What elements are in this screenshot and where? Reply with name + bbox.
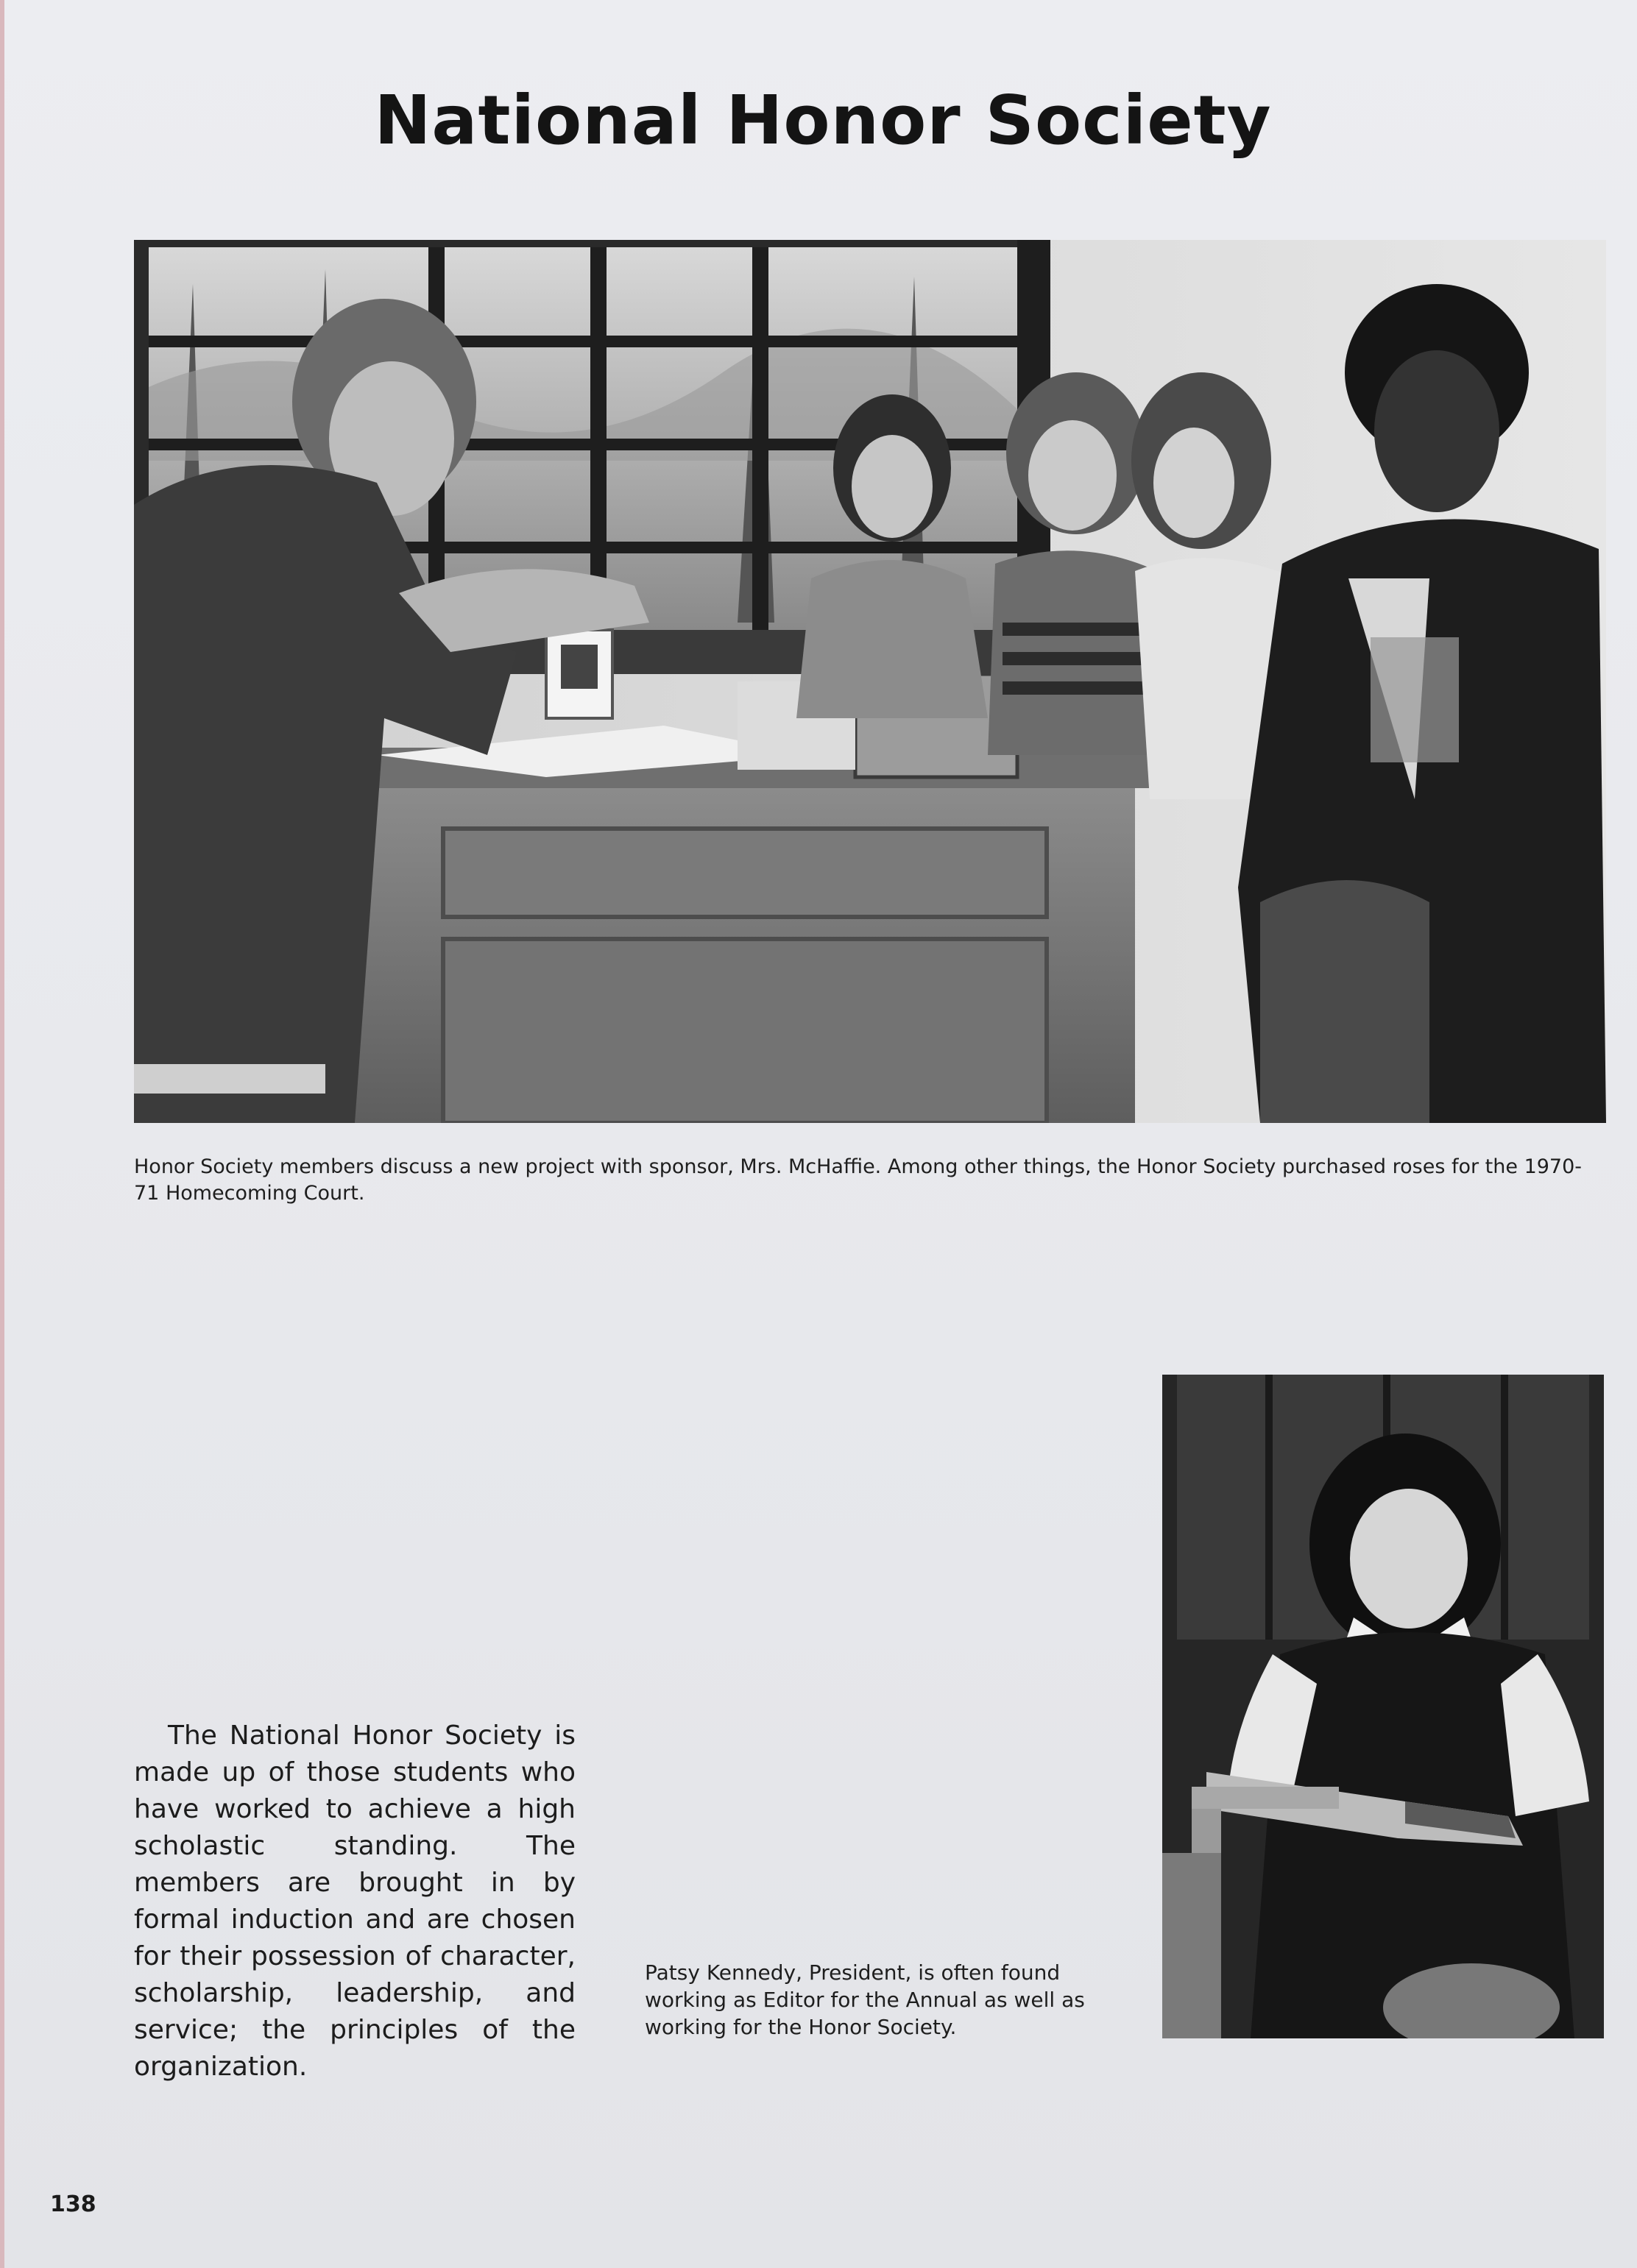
page-title: National Honor Society <box>374 81 1272 160</box>
main-photo-image <box>134 240 1606 1123</box>
page-number: 138 <box>50 2191 96 2217</box>
small-photo-caption: Patsy Kennedy, President, is often found working as Editor for the Annual as well as working for the Honor Society. <box>645 1960 1085 2039</box>
main-photo-caption: Honor Society members discuss a new project with sponsor, Mrs. McHaffie. Among other things, the Honor Society purchased roses for the 1970-71 Homecoming Court. <box>134 1155 1583 1205</box>
body-paragraph: The National Honor Society is made up of those students who have worked to achieve a high scholastic standing. The members are brought in by formal induction and are chosen for their possession of character, scholarship, leadership, and service; the principles of the organization. <box>134 1721 576 2082</box>
president-photo <box>1162 1375 1604 2038</box>
president-photo-image <box>1162 1375 1604 2038</box>
main-photo <box>134 240 1606 1123</box>
